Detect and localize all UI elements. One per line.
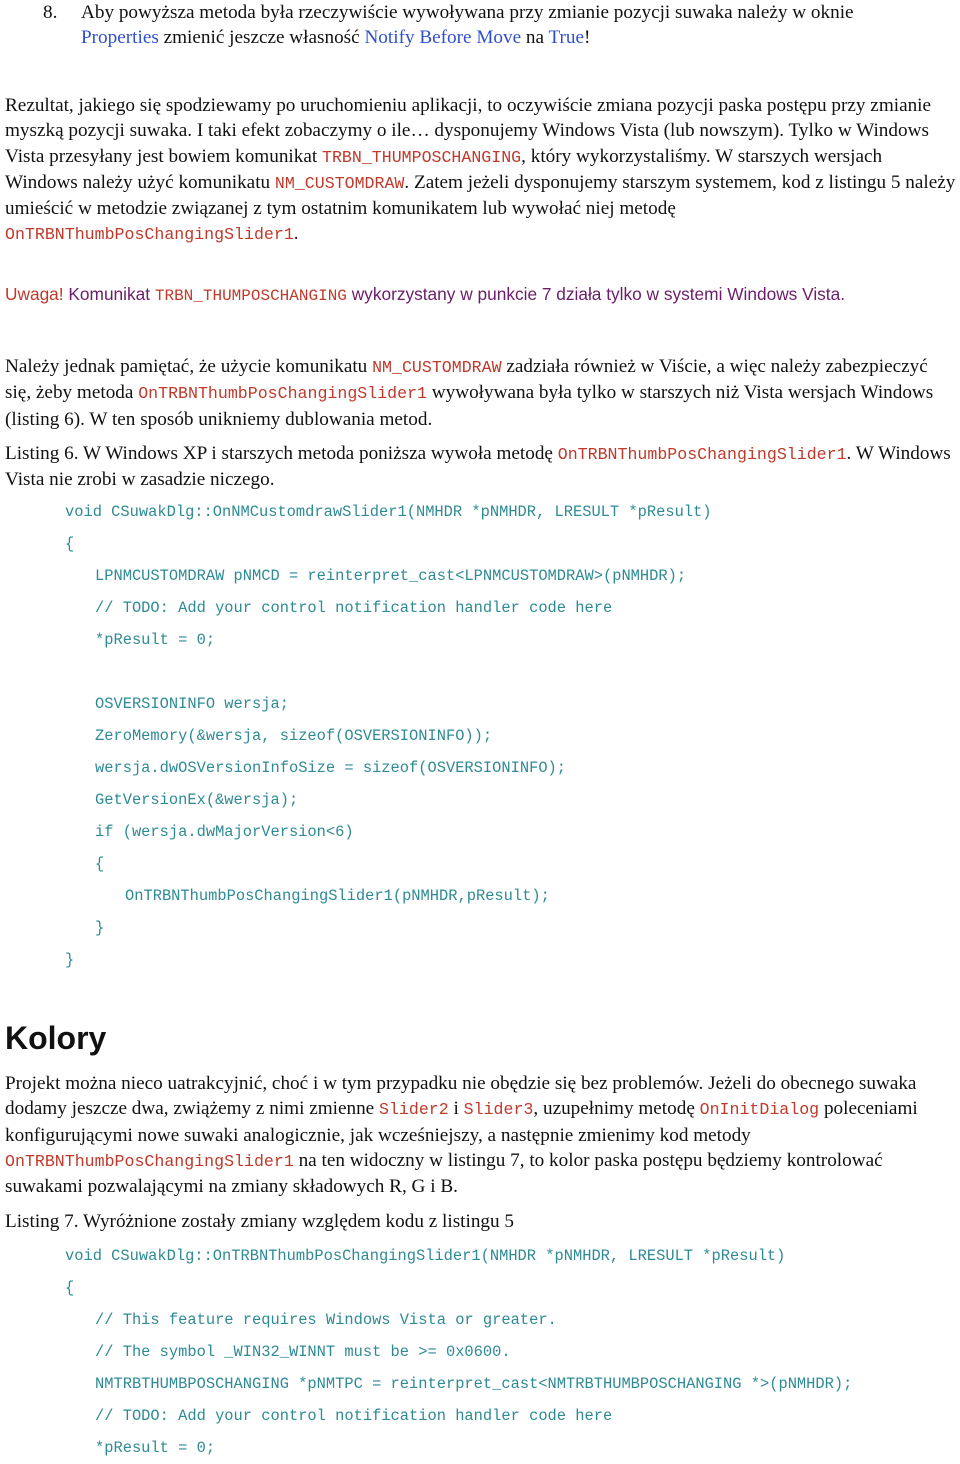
code-line: {: [65, 535, 75, 553]
property-name-properties: Properties: [81, 27, 159, 48]
code-line: OSVERSIONINFO wersja;: [95, 695, 289, 713]
warning-note: Uwaga! Komunikat TRBN_THUMPOSCHANGING wykorzystany w punkcie 7 działa tylko w systemi Windows Vista.: [5, 284, 846, 305]
warning-label: Uwaga!: [5, 284, 64, 304]
code-line: wersja.dwOSVersionInfoSize = sizeof(OSVERSIONINFO);: [95, 759, 567, 777]
code-line: {: [65, 1279, 75, 1297]
code-line: ZeroMemory(&wersja, sizeof(OSVERSIONINFO));: [95, 727, 493, 745]
paragraph-note: Należy jednak pamiętać, że użycie komunikatu NM_CUSTOMDRAW zadziała również w Viście, a więc należy zabezpieczyć się, żeby metoda OnTRBNThumbPosChangingSlider1 wywoływana była tylko w starszych niż Vista wersjach Windows (listing 6). W ten sposób unikniemy dublowania metod.: [5, 356, 934, 430]
code-line: }: [65, 951, 75, 969]
code-line: void CSuwakDlg::OnTRBNThumbPosChangingSlider1(NMHDR *pNMHDR, LRESULT *pResult): [65, 1247, 786, 1265]
code-line: OnTRBNThumbPosChangingSlider1(pNMHDR,pResult);: [125, 887, 550, 905]
listing-6-caption: Listing 6. W Windows XP i starszych metoda poniższa wywoła metodę OnTRBNThumbPosChangingSlider1. W Windows Vista nie zrobi w zasadzie niczego.: [5, 443, 951, 491]
list-number: 8.: [43, 2, 58, 23]
inline-code: Slider3: [463, 1100, 534, 1120]
inline-code: OnTRBNThumbPosChangingSlider1: [5, 1151, 294, 1171]
inline-code: NM_CUSTOMDRAW: [274, 173, 405, 193]
section-heading: Kolory: [5, 1020, 107, 1056]
code-line: // This feature requires Windows Vista or greater.: [95, 1311, 557, 1329]
inline-code: NM_CUSTOMDRAW: [372, 358, 502, 377]
code-line: // The symbol _WIN32_WINNT must be >= 0x0600.: [95, 1343, 511, 1361]
code-line: LPNMCUSTOMDRAW pNMCD = reinterpret_cast<LPNMCUSTOMDRAW>(pNMHDR);: [95, 567, 687, 585]
code-line: GetVersionEx(&wersja);: [95, 791, 299, 809]
code-line: *pResult = 0;: [95, 631, 216, 649]
code-line: void CSuwakDlg::OnNMCustomdrawSlider1(NMHDR *pNMHDR, LRESULT *pResult): [65, 503, 712, 521]
code-line: if (wersja.dwMajorVersion<6): [95, 823, 354, 841]
paragraph-result: Rezultat, jakiego się spodziewamy po uruchomieniu aplikacji, to oczywiście zmiana pozycji paska postępu przy zmianie myszką pozycji suwaka. I taki efekt zobaczymy o ile… dysponujemy Windows Vista (lub nowszym). Tylko w Windows Vista przesyłany jest bowiem komunikat TRBN_THUMPOSCHANGING, który wykorzystaliśmy. W starszych wersjach Windows należy użyć komunikatu NM_CUSTOMDRAW. Zatem jeżeli dysponujemy starszym systemem, kod z listingu 5 należy umieścić w metodzie związanej z tym ostatnim komunikatem lub wywołać niej metodę OnTRBNThumbPosChangingSlider1.: [5, 95, 956, 245]
inline-code: TRBN_THUMPOSCHANGING: [321, 147, 522, 167]
code-line: NMTRBTHUMBPOSCHANGING *pNMTPC = reinterpret_cast<NMTRBTHUMBPOSCHANGING *>(pNMHDR);: [95, 1375, 853, 1393]
paragraph-colors: Projekt można nieco uatrakcyjnić, choć i w tym przypadku nie obędzie się bez problemów. Jeżeli do obecnego suwaka dodamy jeszcze dwa, zwiążemy z nimi zmienne Slider2 i Slider3, uzupełnimy metodę OnInitDialog poleceniami konfigurującymi nowe suwaki analogicznie, jak wcześniejszy, a następnie zmienimy kod metody OnTRBNThumbPosChangingSlider1 na ten widoczny w listingu 7, to kolor paska postępu będziemy kontrolować suwakami pozwalającymi na zmiany składowych R, G i B.: [5, 1073, 918, 1198]
listing-7-caption: Listing 7. Wyróżnione zostały zmiany względem kodu z listingu 5: [5, 1211, 514, 1232]
inline-code: TRBN_THUMPOSCHANGING: [154, 287, 347, 305]
code-line: // TODO: Add your control notification handler code here: [95, 1407, 613, 1425]
inline-code: OnTRBNThumbPosChangingSlider1: [5, 225, 294, 245]
code-line: }: [95, 919, 105, 937]
list-item-text: Aby powyższa metoda była rzeczywiście wywoływana przy zmianie pozycji suwaka należy w oknie Properties zmienić jeszcze własność Notify Before Move na True!: [81, 2, 854, 48]
inline-code: OnTRBNThumbPosChangingSlider1: [557, 445, 847, 464]
inline-code: Slider2: [379, 1100, 449, 1120]
inline-code: OnTRBNThumbPosChangingSlider1: [138, 384, 427, 404]
property-name-notify-before-move: Notify Before Move: [364, 27, 522, 48]
code-line: {: [95, 855, 105, 873]
code-line: // TODO: Add your control notification handler code here: [95, 599, 613, 617]
property-value-true: True: [548, 27, 585, 48]
code-line: *pResult = 0;: [95, 1439, 216, 1457]
inline-code: OnInitDialog: [699, 1100, 820, 1120]
